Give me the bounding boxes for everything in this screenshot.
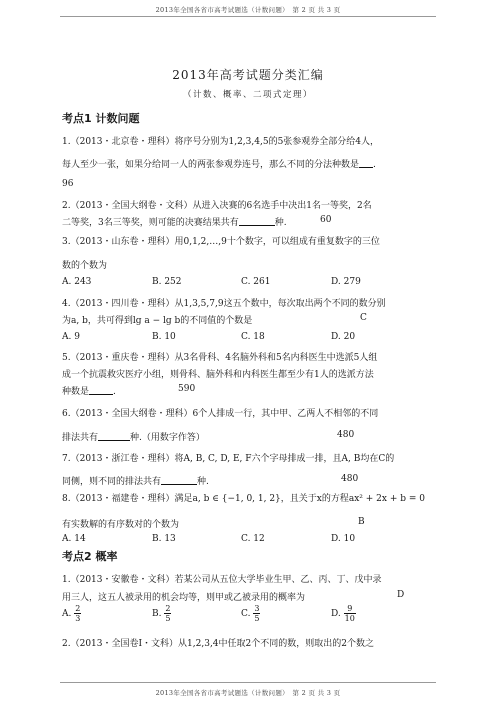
q3-line1: 3.（2013・山东卷・理科）用0,1,2,…,9十个数字，可以组成有重复数字的三位 [62, 237, 380, 247]
q2-line2-end: 种. [274, 218, 287, 228]
q5-line3-text: 种数是 [62, 387, 90, 397]
q1-line2 [62, 157, 376, 170]
q1-line2-end: . [373, 160, 376, 170]
q6-answer: 480 [337, 430, 355, 440]
p1-line2: 用三人，这五人被录用的机会均等，则甲或乙被录用的概率为 [62, 593, 306, 603]
q4-line2: 为a, b，共可得到lg a − lg b的不同值的个数是 [62, 316, 253, 326]
q2-answer-blank [239, 216, 275, 226]
q3-option-b: B. 252 [152, 277, 182, 287]
section-heading-probability: 考点2 概率 [62, 550, 118, 563]
q7-answer: 480 [341, 474, 359, 484]
p1-option-d [331, 604, 356, 623]
p1-option-d-denominator: 10 [344, 614, 355, 623]
q3-option-a: A. 243 [62, 277, 92, 287]
section-heading-counting: 考点1 计数问题 [62, 112, 140, 125]
p1-answer: D [397, 590, 405, 600]
q6-line2-text: 排法共有 [62, 433, 99, 443]
q4-option-a: A. 9 [62, 332, 80, 342]
q3-line2: 数的个数为 [62, 261, 108, 271]
q4-line1: 4.（2013・四川卷・理科）从1,3,5,7,9这五个数中，每次取出两个不同的数分别 [62, 299, 386, 309]
q8-option-c: C. 12 [241, 534, 265, 544]
p1-option-b-denominator: 5 [165, 614, 171, 623]
q3-option-d: D. 279 [331, 277, 361, 287]
q7-line1: 7.（2013・浙江卷・理科）将A, B, C, D, E, F六个字母排成一排，且A, B均在C的 [62, 454, 395, 464]
q2-line2 [62, 215, 287, 228]
p1-option-b [152, 604, 171, 623]
p1-option-c-numerator: 3 [254, 604, 260, 613]
q4-option-b: B. 10 [152, 332, 176, 342]
p1-option-c-denominator: 5 [254, 614, 260, 623]
q7-line2 [62, 474, 209, 487]
q3-option-c: C. 261 [241, 277, 271, 287]
q1-line1: 1.（2013・北京卷・理科）将序号分别为1,2,3,4,5的5张参观券全部分给4人， [62, 137, 380, 147]
q7-answer-blank [161, 475, 197, 485]
q2-answer: 60 [320, 215, 332, 225]
p1-option-a [62, 604, 81, 623]
q5-answer: 590 [178, 384, 196, 394]
q5-line3-end: . [113, 387, 116, 397]
q2-line1: 2.（2013・全国大纲卷・文科）从进入决赛的6名选手中决出1名一等奖，2名 [62, 201, 372, 211]
p1-option-a-denominator: 3 [75, 614, 81, 623]
q8-option-b: B. 13 [152, 534, 176, 544]
q2-line2-text: 二等奖，3名三等奖，则可能的决赛结果共有 [62, 218, 239, 228]
q8-answer: B [358, 517, 365, 527]
p1-option-b-label: B. [152, 609, 162, 619]
q5-line3 [62, 384, 116, 397]
q6-line2 [62, 430, 205, 443]
p1-option-c-label: C. [241, 609, 251, 619]
q1-answer-blank [359, 158, 373, 168]
p1-option-d-fraction [344, 604, 356, 623]
p2-line1: 2.（2013・全国卷Ⅰ・文科）从1,2,3,4中任取2个不同的数，则取出的2个数之 [62, 639, 374, 649]
p1-line1: 1.（2013・安徽卷・文科）若某公司从五位大学毕业生甲、乙、丙、丁、戊中录 [62, 575, 382, 585]
header-rule [60, 16, 436, 17]
p1-option-c-fraction [253, 604, 260, 623]
q1-line2-text: 每人至少一张，如果分给同一人的两张参观券连号，那么不同的分法种数是 [62, 160, 360, 170]
q4-option-c: C. 18 [241, 332, 265, 342]
p1-option-d-label: D. [331, 609, 341, 619]
page-footer: 2013年全国各省市高考试题选（计数问题） 第 2 页 共 3 页 [155, 689, 341, 697]
q6-line2-end: 种.（用数字作答） [130, 433, 205, 443]
q6-answer-blank [98, 431, 130, 441]
p1-option-a-label: A. [62, 609, 72, 619]
q1-answer: 96 [62, 179, 74, 189]
q6-line1: 6.（2013・全国大纲卷・理科）6个人排成一行，其中甲、乙两人不相邻的不同 [62, 409, 379, 419]
p1-option-c [241, 604, 260, 623]
document-title: 2013年高考试题分类汇编 [172, 68, 324, 82]
q5-line1: 5.（2013・重庆卷・理科）从3名骨科、4名脑外科和5名内科医生中选派5人组 [62, 353, 378, 363]
p1-option-b-fraction [164, 604, 171, 623]
page-header: 2013年全国各省市高考试题选（计数问题） 第 2 页 共 3 页 [155, 6, 341, 14]
p1-option-b-numerator: 2 [165, 604, 171, 613]
footer-rule [60, 682, 436, 683]
q7-line2-text: 同侧，则不同的排法共有 [62, 477, 162, 487]
q5-answer-blank [89, 385, 113, 395]
q4-option-d: D. 20 [331, 332, 356, 342]
document-subtitle: （计数、概率、二项式定理） [182, 90, 313, 100]
q8-option-a: A. 14 [62, 534, 86, 544]
q7-line2-end: 种. [197, 477, 209, 487]
q8-line1: 8.（2013・福建卷・理科）满足a, b ∈ {−1, 0, 1, 2}，且关于x的方程ax² + 2x + b = 0 [62, 494, 425, 504]
p1-option-d-numerator: 9 [344, 604, 356, 614]
q4-answer: C [360, 313, 367, 323]
q8-option-d: D. 10 [331, 534, 356, 544]
q8-line2: 有实数解的有序数对的个数为 [62, 520, 180, 530]
p1-option-a-numerator: 2 [75, 604, 81, 613]
q5-line2: 成一个抗震救灾医疗小组，则骨科、脑外科和内科医生都至少有1人的选派方法 [62, 370, 374, 380]
p1-option-a-fraction [74, 604, 81, 623]
